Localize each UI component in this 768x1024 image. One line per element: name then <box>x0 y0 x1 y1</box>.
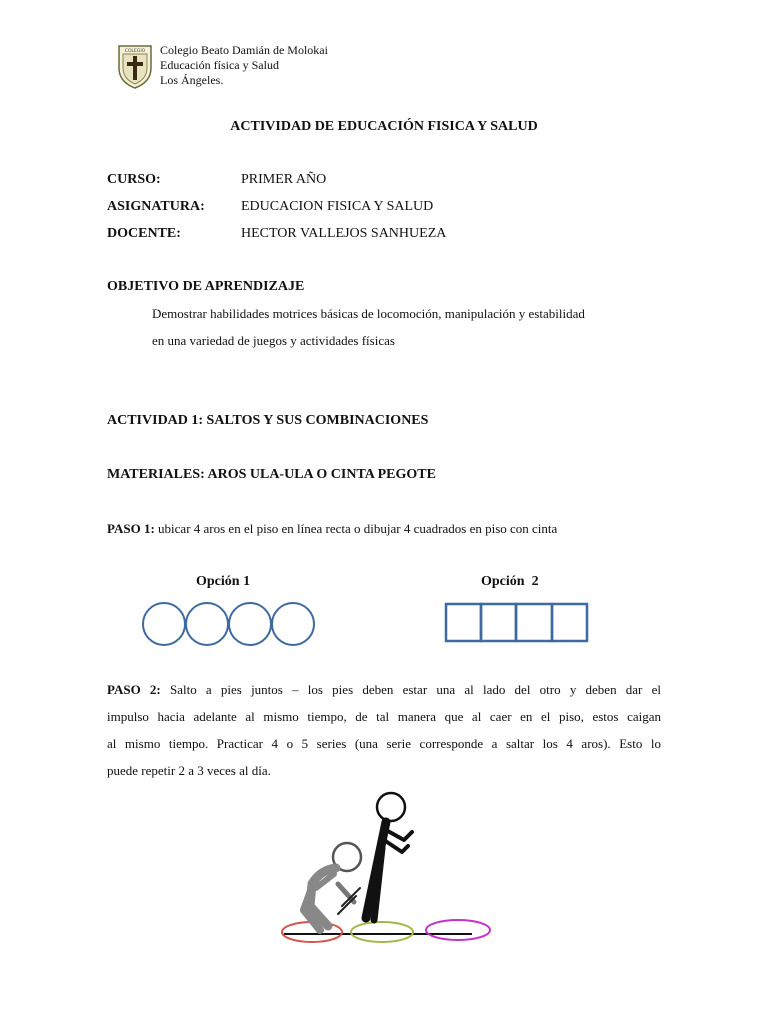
step2-line-3: al mismo tiempo. Practicar 4 o 5 series (una serie corresponde a saltar los 4 aros). Esto lo <box>107 736 661 751</box>
school-header <box>116 40 376 92</box>
materials-heading: MATERIALES: AROS ULA-ULA O CINTA PEGOTE <box>107 467 436 482</box>
step2-label: PASO 2: <box>107 682 161 697</box>
info-label-asignatura: ASIGNATURA: <box>107 199 205 214</box>
hoop-circle-1 <box>143 603 185 645</box>
document-title: ACTIVIDAD DE EDUCACIÓN FISICA Y SALUD <box>230 119 538 134</box>
step2-line-1 <box>107 682 661 698</box>
school-name: Colegio Beato Damián de Molokai <box>160 43 328 57</box>
tape-square-3 <box>516 604 552 641</box>
info-value-docente: HECTOR VALLEJOS SANHUEZA <box>241 226 447 241</box>
info-label-docente: DOCENTE: <box>107 226 181 241</box>
gray-figure <box>304 843 361 930</box>
option1-hoops-diagram <box>140 601 320 647</box>
option2-label: Opción 2 <box>481 574 539 589</box>
info-table <box>107 172 667 252</box>
step1-label: PASO 1: <box>107 521 155 536</box>
step2-line1-text: Salto a pies juntos – los pies deben estar una al lado del otro y deben dar el <box>169 682 661 697</box>
tape-square-4 <box>552 604 587 641</box>
tape-square-2 <box>481 604 516 641</box>
info-value-asignatura: EDUCACION FISICA Y SALUD <box>241 199 434 214</box>
step2-line-4: puede repetir 2 a 3 veces al día. <box>107 763 271 778</box>
info-label-curso: CURSO: <box>107 172 161 187</box>
hoop-circle-3 <box>229 603 271 645</box>
black-figure <box>366 793 412 920</box>
step2-line-2: impulso hacia adelante al mismo tiempo, de tal manera que al caer en el piso, estos caigan <box>107 709 661 724</box>
option2-squares-diagram <box>444 602 590 644</box>
school-subject: Educación física y Salud <box>160 58 279 72</box>
crest-label: COLEGIO <box>124 49 146 54</box>
jump-illustration <box>276 788 496 950</box>
hoop-magenta <box>426 920 490 940</box>
hoop-green <box>351 922 413 942</box>
option1-label: Opción 1 <box>196 574 251 589</box>
objective-heading: OBJETIVO DE APRENDIZAJE <box>107 279 305 294</box>
info-value-curso: PRIMER AÑO <box>241 172 327 187</box>
objective-line-2: en una variedad de juegos y actividades físicas <box>152 333 395 348</box>
step1-paragraph <box>107 521 557 537</box>
objective-line-1: Demostrar habilidades motrices básicas de locomoción, manipulación y estabilidad <box>152 306 585 321</box>
hoop-circle-2 <box>186 603 228 645</box>
hoop-circle-4 <box>272 603 314 645</box>
activity-heading: ACTIVIDAD 1: SALTOS Y SUS COMBINACIONES <box>107 413 429 428</box>
school-crest-icon <box>116 42 154 90</box>
step1-text: ubicar 4 aros en el piso en línea recta o dibujar 4 cuadrados en piso con cinta <box>158 521 558 536</box>
school-city: Los Ángeles. <box>160 73 224 87</box>
tape-square-1 <box>446 604 481 641</box>
